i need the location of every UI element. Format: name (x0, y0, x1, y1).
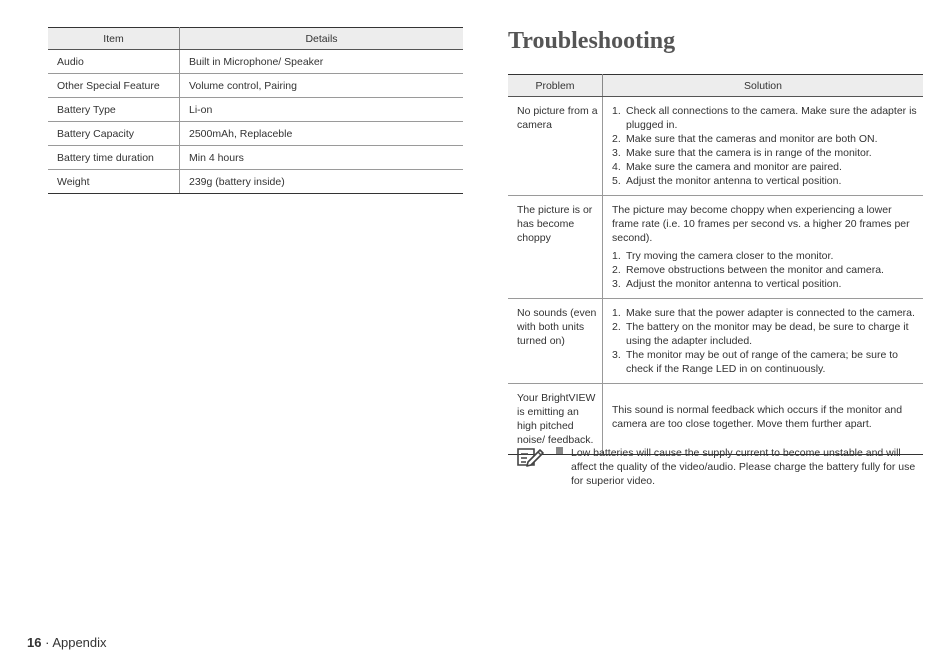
step-number: 1. (612, 105, 621, 117)
column-header-solution: Solution (603, 75, 924, 97)
solution-step (612, 320, 917, 348)
solution-cell (603, 299, 924, 384)
solution-step (612, 174, 917, 188)
solution-step (612, 306, 917, 320)
page-number: 16 (27, 635, 42, 650)
solution-step (612, 348, 917, 376)
spec-details: Li-on (180, 98, 464, 122)
table-row (48, 146, 463, 170)
table-row (48, 98, 463, 122)
solution-step (612, 104, 917, 132)
step-number: 3. (612, 278, 621, 290)
column-header-details: Details (180, 28, 464, 50)
spec-details: 239g (battery inside) (180, 170, 464, 194)
problem-cell: Your BrightVIEW is emitting an high pitched noise/ feedback. (508, 384, 603, 455)
table-row (508, 299, 923, 384)
table-row (48, 122, 463, 146)
table-row (48, 74, 463, 98)
step-text: The battery on the monitor may be dead, be sure to charge it using the adapter included. (626, 321, 909, 347)
spec-details: Volume control, Pairing (180, 74, 464, 98)
solution-step (612, 277, 917, 291)
step-number: 1. (612, 307, 621, 319)
column-header-item: Item (48, 28, 180, 50)
specifications-header-row (48, 28, 463, 50)
solution-step (612, 132, 917, 146)
spec-item: Battery time duration (48, 146, 180, 170)
footer-section: Appendix (52, 635, 107, 650)
spec-item: Battery Capacity (48, 122, 180, 146)
solution-paragraph: This sound is normal feedback which occurs if the monitor and camera are too close together. Move them further apart. (612, 404, 903, 430)
step-number: 4. (612, 161, 621, 173)
step-number: 2. (612, 133, 621, 145)
spec-details: Min 4 hours (180, 146, 464, 170)
step-number: 2. (612, 264, 621, 276)
solution-cell (603, 196, 924, 299)
note-pencil-icon (516, 446, 546, 468)
solution-steps (612, 104, 917, 188)
step-number: 5. (612, 175, 621, 187)
solution-step (612, 146, 917, 160)
problem-cell: The picture is or has become choppy (508, 196, 603, 299)
spec-details: 2500mAh, Replaceble (180, 122, 464, 146)
step-number: 3. (612, 147, 621, 159)
step-text: Make sure that the camera is in range of the monitor. (626, 147, 872, 159)
solution-cell (603, 97, 924, 196)
step-text: Make sure the camera and monitor are paired. (626, 161, 842, 173)
column-header-problem: Problem (508, 75, 603, 97)
step-text: Check all connections to the camera. Make sure the adapter is plugged in. (626, 105, 917, 131)
table-row (508, 196, 923, 299)
step-text: Make sure that the power adapter is connected to the camera. (626, 307, 915, 319)
solution-step (612, 160, 917, 174)
solution-cell (603, 384, 924, 455)
spec-item: Other Special Feature (48, 74, 180, 98)
solution-step (612, 249, 917, 263)
step-number: 1. (612, 250, 621, 262)
spec-details: Built in Microphone/ Speaker (180, 50, 464, 74)
step-text: Adjust the monitor antenna to vertical position. (626, 278, 842, 290)
step-text: The monitor may be out of range of the camera; be sure to check if the Range LED in on continuously. (626, 349, 898, 375)
step-text: Make sure that the cameras and monitor are both ON. (626, 133, 878, 145)
step-number: 2. (612, 321, 621, 333)
spec-item: Battery Type (48, 98, 180, 122)
solution-steps (612, 306, 917, 376)
table-row (508, 384, 923, 455)
troubleshooting-table (508, 74, 923, 455)
specifications-table (48, 27, 463, 194)
solution-paragraph: The picture may become choppy when experiencing a lower frame rate (i.e. 10 frames per second vs. a higher 20 frames per second). (612, 204, 910, 244)
problem-cell: No picture from a camera (508, 97, 603, 196)
step-text: Try moving the camera closer to the monitor. (626, 250, 834, 262)
solution-step (612, 263, 917, 277)
step-text: Remove obstructions between the monitor and camera. (626, 264, 884, 276)
step-text: Adjust the monitor antenna to vertical position. (626, 175, 842, 187)
note-text: Low batteries will cause the supply current to become unstable and will affect the quality of the video/audio. Please charge the battery fully for use for superior video. (571, 447, 916, 487)
table-row (48, 50, 463, 74)
spec-item: Audio (48, 50, 180, 74)
bullet-square (556, 447, 563, 454)
problem-cell: No sounds (even with both units turned on) (508, 299, 603, 384)
step-number: 3. (612, 349, 621, 361)
page-footer (27, 635, 107, 650)
spec-item: Weight (48, 170, 180, 194)
footer-separator: · (41, 635, 53, 650)
table-row (508, 97, 923, 196)
page-title: Troubleshooting (508, 28, 676, 54)
troubleshooting-header-row (508, 75, 923, 97)
table-row (48, 170, 463, 194)
solution-steps (612, 249, 917, 291)
